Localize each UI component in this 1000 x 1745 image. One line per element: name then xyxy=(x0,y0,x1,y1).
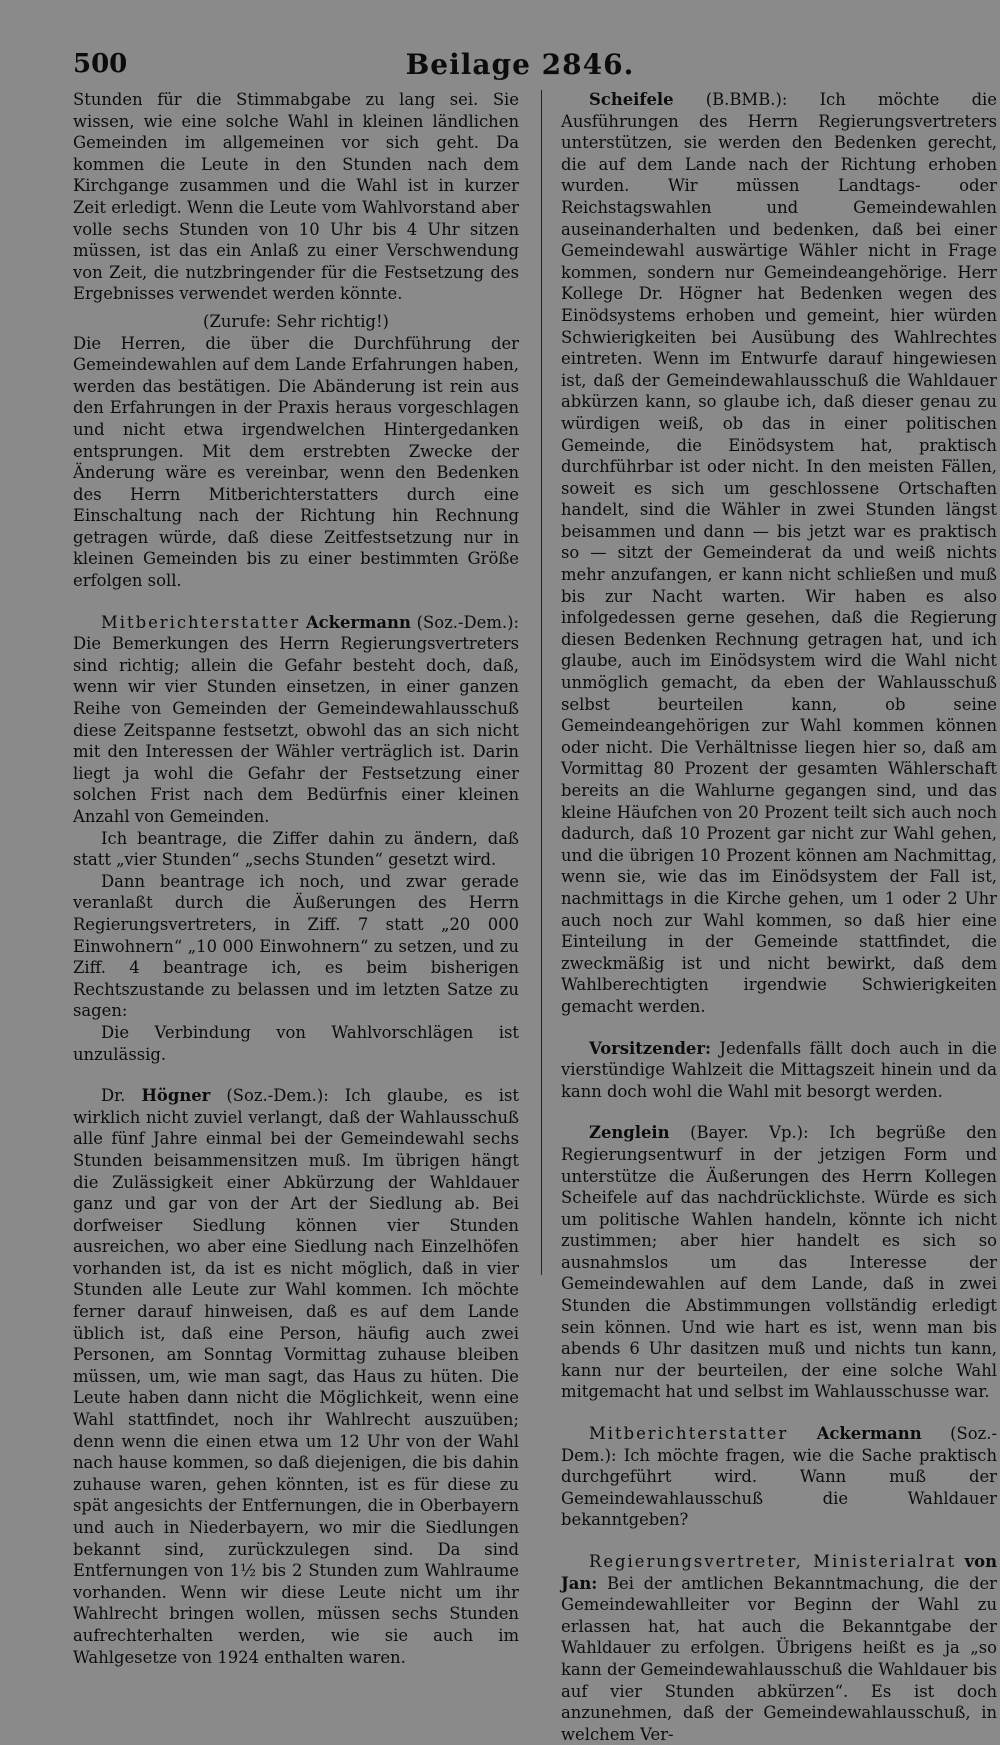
speaker-party: (Soz.-Dem.): xyxy=(226,1086,329,1106)
speech-text: Ich möchte fragen, wie die Sache praktisch durchgeführt wird. Wann muß der Gemeindewahlausschuß die Wahldauer bekanntgeben? xyxy=(561,1445,997,1530)
speech-zenglein xyxy=(561,1122,997,1403)
paragraph: Die Verbindung von Wahlvorschlägen ist unzulässig. xyxy=(73,1022,519,1064)
supplement-title: Beilage 2846. xyxy=(405,48,635,81)
speaker-name: Högner xyxy=(141,1086,211,1106)
speech-hoegner xyxy=(73,1085,519,1668)
speaker-title: Dr. xyxy=(101,1086,126,1106)
speech-text: Ich glaube, es ist wirklich nicht zuviel verlangt, daß der Wahlausschuß alle fünf Jahre einmal bei der Gemeindewahl sechs Stunden beisammensitzen muß. Im übrigen hängt die Zulässigkeit einer Abkürzung der Wahldauer ganz und gar von der Art der Siedlung ab. Bei dorfweiser Siedlung können vier Stunden ausreichen, wo aber eine Siedlung nach Einzelhöfen vorhanden ist, da ist es nicht möglich, daß in vier Stunden alle Leute zur Wahl kommen. Ich möchte ferner darauf hinweisen, daß es auf dem Lande üblich ist, daß eine Person, häufig auch zwei Personen, am Sonntag Vormittag zuhause bleiben müssen, um, wie man sagt, das Haus zu hüten. Die Leute haben dann nicht die Möglichkeit, wenn eine Wahl stattfindet, noch ihr Wahlrecht auszuüben; denn wenn die einen etwa um 12 Uhr von der Wahl nach hause kommen, so daß diejenigen, die bis dahin zuhause waren, gehen könnten, ist es für diese zu spät angesichts der Entfernungen, die in Oberbayern und auch in Niederbayern, wo mir die Siedlungen bekannt sind, zurückzulegen sind. Da sind Entfernungen von 1½ bis 2 Stunden zum Wahlraume vorhanden. Wenn wir diese Leute nicht um ihr Wahlrecht bringen wollen, müssen sechs Stunden aufrechterhalten werden, wie sie auch im Wahlgesetze von 1924 enthalten waren. xyxy=(73,1086,519,1667)
speech-text: Die Bemerkungen des Herrn Regierungsvertreters sind richtig; allein die Gefahr besteht doch, daß, wenn wir vier Stunden einsetzen, in einer ganzen Reihe von Gemeinden der Gemeindewahlausschuß diese Zeitspanne festsetzt, obwohl das an sich nicht mit den Interessen der Wähler verträglich ist. Darin liegt ja wohl die Gefahr der Festsetzung einer solchen Frist nach dem Bedürfnis einer kleinen Anzahl von Gemeinden. xyxy=(73,634,519,826)
speech-text: Ich begrüße den Regierungsentwurf in der jetzigen Form und unterstütze die Äußerungen des Herrn Kollegen Scheifele auf das nachdrücklichste. Würde es sich um politische Wahlen handeln, könnte ich nicht zustimmen; aber hier handelt es sich so ausnahmslos um das Interesse der Gemeindewahlen auf dem Lande, daß in zwei Stunden die Abstimmungen vollständig erledigt sein können. Und wie hart es ist, wenn man bis abends 6 Uhr dasitzen muß und nichts tun kann, kann nur der beurteilen, der eine solche Wahl mitgemacht hat und selbst im Wahlausschusse war. xyxy=(561,1123,997,1402)
speech-vorsitzender xyxy=(561,1038,997,1103)
interjection: (Zurufe: Sehr richtig!) xyxy=(203,311,389,331)
right-column xyxy=(561,89,997,1745)
speech-ackermann-1 xyxy=(73,612,519,828)
speech-ackermann-2 xyxy=(561,1423,997,1531)
speaker-name: von Jan: xyxy=(561,1552,997,1593)
speaker-name: Ackermann xyxy=(816,1424,922,1444)
page-number: 500 xyxy=(73,49,128,79)
paragraph: Dann beantrage ich noch, und zwar gerade veranlaßt durch die Äußerungen des Herrn Regierungsvertreters, in Ziff. 7 statt „20 000 Einwohnern“ „10 000 Einwohnern“ zu setzen, und zu Ziff. 4 beantrage ich, es beim bisherigen Rechtszustande zu belassen und im letzten Satze zu sagen: xyxy=(73,871,519,1021)
paragraph: Ich beantrage, die Ziffer dahin zu ändern, daß statt „vier Stunden“ „sechs Stunden“ gesetzt wird. xyxy=(73,828,519,870)
page-header xyxy=(0,0,1000,80)
speaker-party: (Bayer. Vp.): xyxy=(690,1123,809,1143)
speaker-role: Regierungsvertreter, Ministerialrat xyxy=(589,1552,957,1571)
column-divider xyxy=(541,90,542,1275)
left-column xyxy=(73,89,519,1668)
speaker-name: Zenglein xyxy=(589,1123,670,1143)
speaker-name: Ackermann xyxy=(305,612,411,632)
speaker-party: (Soz.-Dem.): xyxy=(416,612,519,632)
paragraph: Stunden für die Stimmabgabe zu lang sei. Sie wissen, wie eine solche Wahl in kleinen ländlichen Gemeinden im allgemeinen vor sich geht. Da kommen die Leute in den Stunden nach dem Kirchgange zusammen und die Wahl ist in kurzer Zeit erledigt. Wenn die Leute vom Wahlvorstand aber volle sechs Stunden von 10 Uhr bis 4 Uhr sitzen müssen, ist das ein Anlaß zu einer Verschwendung von Zeit, die nutzbringender für die Festsetzung des Ergebnisses verwendet werden könnte. xyxy=(73,90,519,304)
speech-scheifele xyxy=(561,89,997,1018)
speaker-role: Mitberichterstatter xyxy=(101,612,301,632)
speaker-name: Scheifele xyxy=(589,90,674,109)
speaker-party: (Soz.-Dem.): xyxy=(561,1424,997,1465)
paragraph: Die Herren, die über die Durchführung der Gemeindewahlen auf dem Lande Erfahrungen haben, werden das bestätigen. Die Abänderung ist rein aus den Erfahrungen in der Praxis heraus vorgeschlagen und nicht etwa irgendwelchen Hintergedanken entsprungen. Mit dem erstrebten Zwecke der Änderung wäre es vereinbar, wenn den Bedenken des Herrn Mitberichterstatters durch eine Einschaltung nach der Richtung hin Rechnung getragen würde, daß diese Zeitfestsetzung nur in kleinen Gemeinden bis zu einer bestimmten Größe erfolgen soll. xyxy=(73,333,519,591)
speaker-party: (B.BMB.): xyxy=(705,90,788,109)
speech-text: Ich möchte die Ausführungen des Herrn Regierungsvertreters unterstützen, sie werden den Bedenken gerecht, die auf dem Lande nach der Richtung erhoben wurden. Wir müssen Landtags- oder Reichstagswahlen und Gemeindewahlen auseinanderhalten und bedenken, daß bei einer Gemeindewahl auswärtige Wähler nicht in Frage kommen, sondern nur Gemeindeangehörige. Herr Kollege Dr. Högner hat Bedenken wegen des Einödsystems erhoben und gemeint, hier würden Schwierigkeiten bei Ausübung des Wahlrechtes eintreten. Wenn im Entwurfe darauf hingewiesen ist, daß der Gemeindewahlausschuß die Wahldauer abkürzen kann, so glaube ich, daß dieser genau zu würdigen weiß, ob das in einer politischen Gemeinde, die Einödsystem hat, praktisch durchführbar ist oder nicht. In den meisten Fällen, soweit es sich um geschlossene Ortschaften handelt, sind die Wähler in zwei Stunden längst beisammen und dann — bis jetzt war es praktisch so — sitzt der Gemeinderat da und weiß nichts mehr anzufangen, er kann nicht schließen und muß bis zur Nacht warten. Wir haben es also infolgedessen gerne gesehen, daß die Regierung diesen Bedenken Rechnung getragen hat, und ich glaube, auch im Einödsystem wird die Wahl nicht unmöglich gemacht, da eben der Wahlausschuß selbst beurteilen kann, ob seine Gemeindeangehörigen zur Wahl kommen können oder nicht. Die Verhältnisse liegen hier so, daß am Vormittag 80 Prozent der gesamten Wählerschaft bereits an die Wahlurne gegangen sind, und das kleine Häufchen von 20 Prozent teilt sich auch noch dadurch, daß 10 Prozent gar nicht zur Wahl gehen, und die übrigen 10 Prozent können am Nachmittag, wenn sie, wie das im Einödsystem der Fall ist, nachmittags in die Kirche gehen, um 1 oder 2 Uhr auch noch zur Wahl kommen, so daß hier eine Einteilung in der Gemeinde stattfindet, die zweckmäßig ist und nicht bewirkt, daß dem Wahlberechtigten irgendwie Schwierigkeiten gemacht werden. xyxy=(561,90,997,1016)
speaker-name: Vorsitzender: xyxy=(589,1038,712,1058)
speech-text: Bei der amtlichen Bekanntmachung, die der Gemeindewahlleiter vor Beginn der Wahl zu erlassen hat, hat auch die Bekanntgabe der Wahldauer zu erfolgen. Übrigens heißt es ja „so kann der Gemeindewahlausschuß die Wahldauer bis auf vier Stunden abkürzen“. Es ist doch anzunehmen, daß der Gemeindewahlausschuß, in welchem Ver- xyxy=(561,1573,997,1744)
speech-text: Jedenfalls fällt doch auch in die vierstündige Wahlzeit die Mittagszeit hinein und da kann doch wohl die Wahl mit besorgt werden. xyxy=(561,1038,998,1101)
speaker-role: Mitberichterstatter xyxy=(589,1424,789,1444)
speech-von-jan xyxy=(561,1551,997,1745)
